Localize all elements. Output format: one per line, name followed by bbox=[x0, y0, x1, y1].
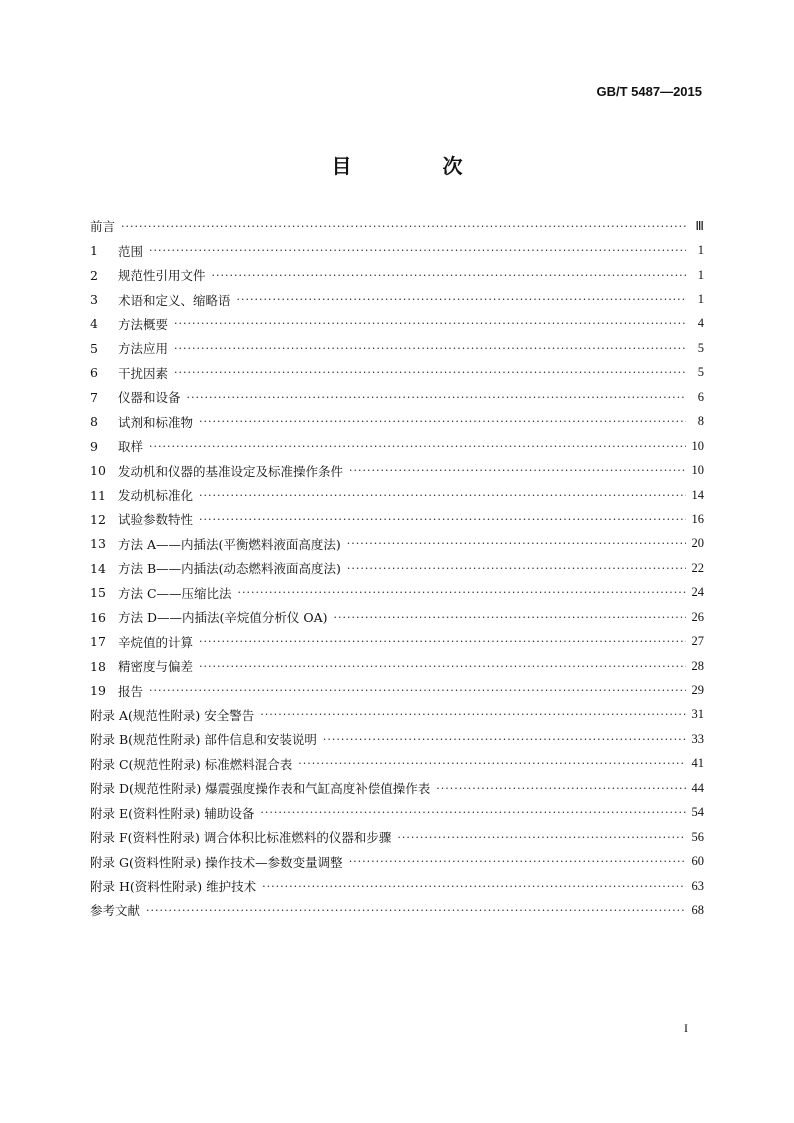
toc-entry-label: 仪器和设备 bbox=[118, 390, 181, 406]
dot-leader bbox=[146, 904, 685, 917]
dot-leader bbox=[149, 684, 685, 697]
dot-leader bbox=[349, 464, 685, 477]
dot-leader bbox=[347, 537, 686, 550]
toc-entry-number: 11 bbox=[90, 487, 106, 503]
toc-entry[interactable] bbox=[90, 507, 704, 531]
dot-leader bbox=[149, 440, 685, 453]
toc-entry-number: 18 bbox=[90, 658, 106, 674]
toc-entry[interactable] bbox=[90, 483, 704, 507]
page-number: I bbox=[684, 1021, 688, 1035]
toc-entry[interactable] bbox=[90, 727, 704, 751]
toc-entry-number: 15 bbox=[90, 585, 106, 601]
toc-entry-label: 发动机标准化 bbox=[118, 488, 194, 504]
toc-entry-page: 16 bbox=[691, 511, 704, 526]
dot-leader bbox=[347, 562, 686, 575]
toc-entry[interactable] bbox=[90, 825, 704, 849]
toc-entry[interactable] bbox=[90, 556, 704, 580]
toc-entry[interactable] bbox=[90, 703, 704, 727]
toc-entry-number: 1 bbox=[90, 243, 98, 259]
dot-leader bbox=[212, 269, 686, 282]
toc-entry-number: 7 bbox=[90, 389, 98, 405]
toc-entry-page: 6 bbox=[697, 389, 704, 404]
toc-entry-page: 8 bbox=[697, 414, 704, 429]
toc-entry-page: 24 bbox=[691, 585, 704, 600]
dot-leader bbox=[349, 855, 686, 868]
dot-leader bbox=[174, 317, 686, 330]
toc-entry-page: 56 bbox=[691, 829, 704, 844]
toc-entry-number: 9 bbox=[90, 438, 98, 454]
dot-leader bbox=[121, 220, 686, 233]
toc-entry-number: 5 bbox=[90, 340, 98, 356]
toc-entry-label: 报告 bbox=[118, 683, 144, 699]
toc-entry-label: 辛烷值的计算 bbox=[118, 634, 194, 650]
toc-entry[interactable] bbox=[90, 214, 704, 238]
toc-entry-number: 6 bbox=[90, 365, 98, 381]
toc-entry-number: 17 bbox=[90, 634, 106, 650]
dot-leader bbox=[397, 831, 685, 844]
toc-entry-page: 29 bbox=[691, 683, 704, 698]
toc-entry-label: 附录 B(规范性附录) 部件信息和安装说明 bbox=[90, 732, 317, 748]
toc-entry-page: 33 bbox=[691, 731, 704, 746]
toc-entry-label: 精密度与偏差 bbox=[118, 659, 194, 675]
toc-entry-label: 方法 D——内插法(辛烷值分析仪 OA) bbox=[118, 610, 328, 626]
dot-leader bbox=[260, 708, 685, 721]
toc-entry[interactable] bbox=[90, 434, 704, 458]
toc-entry-page: 20 bbox=[691, 536, 704, 551]
toc-entry-page: 27 bbox=[691, 634, 704, 649]
toc-entry-label: 附录 C(规范性附录) 标准燃料混合表 bbox=[90, 756, 293, 772]
toc-entry[interactable] bbox=[90, 410, 704, 434]
toc-entry-page: 1 bbox=[697, 267, 704, 282]
toc-entry[interactable] bbox=[90, 801, 704, 825]
toc-entry-number: 2 bbox=[90, 267, 98, 283]
toc-entry-label: 干扰因素 bbox=[118, 365, 169, 381]
toc-entry-label: 发动机和仪器的基准设定及标准操作条件 bbox=[118, 463, 344, 479]
dot-leader bbox=[298, 757, 685, 770]
toc-entry-label: 附录 H(资料性附录) 维护技术 bbox=[90, 879, 257, 895]
toc-entry-page: 60 bbox=[691, 854, 704, 869]
toc-entry[interactable] bbox=[90, 654, 704, 678]
page-title: 目 次 bbox=[331, 154, 505, 178]
toc-entry-label: 附录 A(规范性附录) 安全警告 bbox=[90, 707, 255, 723]
dot-leader bbox=[174, 366, 686, 379]
toc-entry-label: 方法 B——内插法(动态燃料液面高度法) bbox=[118, 561, 341, 577]
toc-entry-page: 44 bbox=[691, 780, 704, 795]
toc-entry-number: 3 bbox=[90, 292, 98, 308]
toc-entry[interactable] bbox=[90, 874, 704, 898]
toc-entry-page: 5 bbox=[697, 365, 704, 380]
toc-entry[interactable] bbox=[90, 678, 704, 702]
toc-entry-label: 附录 F(资料性附录) 调合体积比标准燃料的仪器和步骤 bbox=[90, 830, 392, 846]
toc-entry-label: 术语和定义、缩略语 bbox=[118, 292, 231, 308]
toc-entry-page: 54 bbox=[691, 805, 704, 820]
dot-leader bbox=[199, 489, 685, 502]
toc-entry-page: Ⅲ bbox=[695, 219, 704, 234]
toc-entry-label: 范围 bbox=[118, 243, 144, 259]
toc-entry[interactable] bbox=[90, 312, 704, 336]
standard-number: GB/T 5487—2015 bbox=[596, 84, 702, 99]
toc-entry-page: 10 bbox=[691, 463, 704, 478]
toc-entry-page: 4 bbox=[697, 316, 704, 331]
dot-leader bbox=[187, 391, 686, 404]
toc-entry-page: 1 bbox=[697, 243, 704, 258]
dot-leader bbox=[260, 806, 685, 819]
toc-entry-label: 方法概要 bbox=[118, 316, 169, 332]
toc-entry-label: 附录 E(资料性附录) 辅助设备 bbox=[90, 805, 255, 821]
toc-entry-label: 方法应用 bbox=[118, 341, 169, 357]
toc-entry[interactable] bbox=[90, 385, 704, 409]
toc-entry[interactable] bbox=[90, 336, 704, 360]
toc-entry-page: 63 bbox=[691, 878, 704, 893]
toc-entry[interactable] bbox=[90, 849, 704, 873]
toc-entry[interactable] bbox=[90, 361, 704, 385]
toc-entry-label: 规范性引用文件 bbox=[118, 268, 206, 284]
toc-entry[interactable] bbox=[90, 752, 704, 776]
dot-leader bbox=[199, 660, 685, 673]
toc-entry-page: 14 bbox=[691, 487, 704, 502]
toc-entry-number: 14 bbox=[90, 560, 106, 576]
toc-entry-label: 试验参数特性 bbox=[118, 512, 194, 528]
dot-leader bbox=[199, 415, 686, 428]
dot-leader bbox=[238, 586, 686, 599]
toc-entry-label: 前言 bbox=[90, 219, 116, 235]
toc-entry-number: 16 bbox=[90, 609, 106, 625]
toc-entry[interactable] bbox=[90, 776, 704, 800]
toc-entry-number: 12 bbox=[90, 511, 106, 527]
toc-entry-number: 13 bbox=[90, 536, 106, 552]
toc-entry[interactable] bbox=[90, 263, 704, 287]
dot-leader bbox=[323, 733, 686, 746]
dot-leader bbox=[436, 782, 685, 795]
toc-entry-page: 10 bbox=[691, 438, 704, 453]
dot-leader bbox=[262, 880, 685, 893]
dot-leader bbox=[149, 244, 686, 257]
dot-leader bbox=[199, 513, 685, 526]
toc-entry-label: 试剂和标准物 bbox=[118, 414, 194, 430]
toc-entry-page: 68 bbox=[691, 902, 704, 917]
toc-entry-page: 1 bbox=[697, 292, 704, 307]
toc-entry-number: 4 bbox=[90, 316, 98, 332]
toc-entry-label: 方法 A——内插法(平衡燃料液面高度法) bbox=[118, 536, 341, 552]
toc-entry[interactable] bbox=[90, 287, 704, 311]
toc-entry-page: 31 bbox=[691, 707, 704, 722]
dot-leader bbox=[199, 635, 685, 648]
table-of-contents bbox=[90, 214, 704, 923]
dot-leader bbox=[334, 611, 686, 624]
toc-entry[interactable] bbox=[90, 605, 704, 629]
toc-entry[interactable] bbox=[90, 532, 704, 556]
toc-entry-label: 参考文献 bbox=[90, 903, 141, 919]
toc-entry-page: 22 bbox=[691, 560, 704, 575]
toc-entry[interactable] bbox=[90, 581, 704, 605]
toc-entry[interactable] bbox=[90, 238, 704, 262]
toc-entry[interactable] bbox=[90, 898, 704, 922]
toc-entry[interactable] bbox=[90, 458, 704, 482]
toc-entry-label: 取样 bbox=[118, 439, 144, 455]
toc-entry-page: 26 bbox=[691, 609, 704, 624]
dot-leader bbox=[174, 342, 686, 355]
toc-entry-label: 附录 G(资料性附录) 操作技术—参数变量调整 bbox=[90, 854, 343, 870]
toc-entry-number: 8 bbox=[90, 414, 98, 430]
toc-entry-page: 28 bbox=[691, 658, 704, 673]
dot-leader bbox=[237, 293, 686, 306]
toc-entry-label: 方法 C——压缩比法 bbox=[118, 585, 232, 601]
toc-entry-number: 19 bbox=[90, 683, 106, 699]
toc-entry-number: 10 bbox=[90, 463, 106, 479]
toc-entry-label: 附录 D(规范性附录) 爆震强度操作表和气缸高度补偿值操作表 bbox=[90, 781, 431, 797]
toc-entry-page: 5 bbox=[697, 340, 704, 355]
toc-entry[interactable] bbox=[90, 629, 704, 653]
toc-entry-page: 41 bbox=[691, 756, 704, 771]
